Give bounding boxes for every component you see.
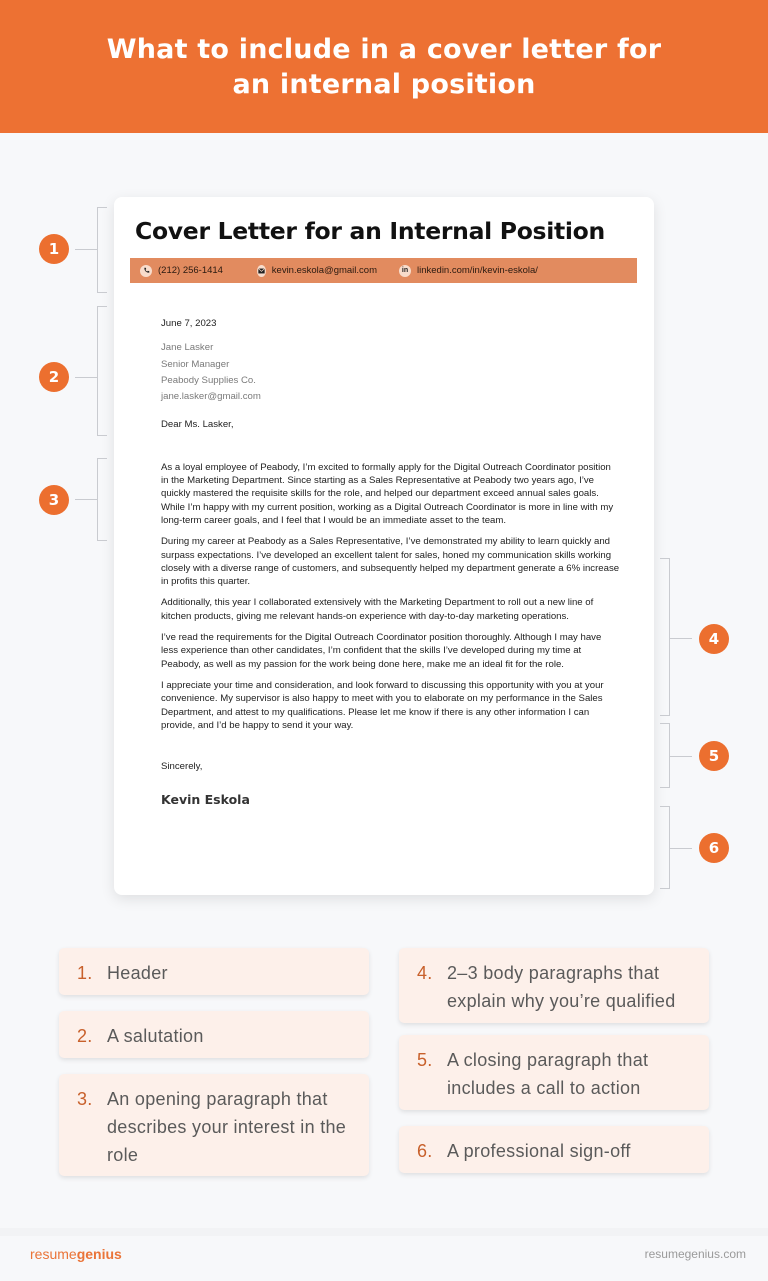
legend-text: An opening paragraph that describes your interest in the role xyxy=(107,1089,347,1165)
phone-text: (212) 256-1414 xyxy=(158,265,223,276)
connector-line xyxy=(75,249,97,250)
legend-text: 2–3 body paragraphs that explain why you’re qualified xyxy=(447,963,676,1011)
email-text: kevin.eskola@gmail.com xyxy=(271,265,377,276)
letter-body xyxy=(161,317,621,807)
recipient-block xyxy=(161,340,621,405)
letter-title: Cover Letter for an Internal Position xyxy=(135,217,605,245)
footer-divider xyxy=(0,1228,768,1236)
connector-line xyxy=(670,848,692,849)
body-paragraph: Additionally, this year I collaborated extensively with the Marketing Department to roll out a new line of kitchen products, giving me relevant hands-on experience with day-to-day marketing operations. xyxy=(161,597,594,622)
legend-number: 2. xyxy=(77,1026,93,1046)
bracket-closing xyxy=(660,723,670,788)
marker-4: 4 xyxy=(699,624,729,654)
legend-card-1 xyxy=(59,948,369,995)
bracket-header xyxy=(97,207,107,293)
legend-card-4 xyxy=(399,948,709,1023)
bracket-body xyxy=(660,558,670,716)
legend-card-5 xyxy=(399,1035,709,1110)
title-banner xyxy=(0,0,768,133)
logo-light: resume xyxy=(30,1246,77,1262)
bracket-signoff xyxy=(660,806,670,889)
connector-line xyxy=(75,377,97,378)
connector-line xyxy=(670,756,692,757)
recipient-company: Peabody Supplies Co. xyxy=(161,374,256,386)
legend-card-3 xyxy=(59,1074,369,1176)
linkedin-icon: in xyxy=(399,265,411,277)
page-title: What to include in a cover letter for an internal position xyxy=(106,33,662,100)
envelope-icon xyxy=(257,265,266,277)
contact-linkedin xyxy=(399,265,538,277)
marker-1: 1 xyxy=(39,234,69,264)
recipient-title: Senior Manager xyxy=(161,358,230,370)
legend-text: Header xyxy=(107,963,168,983)
cover-letter-sample xyxy=(114,197,654,895)
recipient-email: jane.lasker@gmail.com xyxy=(161,391,261,403)
signature: Kevin Eskola xyxy=(161,792,250,808)
legend-card-2 xyxy=(59,1011,369,1058)
letter-date: June 7, 2023 xyxy=(161,318,217,329)
logo-bold: genius xyxy=(76,1246,122,1262)
contact-bar xyxy=(130,258,637,283)
bracket-salutation xyxy=(97,306,107,436)
opening-paragraph: As a loyal employee of Peabody, I’m excited to formally apply for the Digital Outreach Coordinator position in the Marketing Department. Since starting as a Sales Representative at Peabody two years ago, I’ve quickly mastered the requisite skills for the role, and helped our department exceed annual sales goals. While I’m happy with my current position, working as a Digital Outreach Coordinator is more in line with my long-term career goals, and I feel that I would be an immediate asset to the team. xyxy=(161,461,614,526)
contact-phone xyxy=(140,265,235,277)
closing-paragraph: I appreciate your time and consideration, and look forward to discussing this opportunity with you at your convenience. My supervisor is also happy to meet with you to elaborate on my performance in the Sales Department, and attest to my qualifications. Please let me know if there is any other information I can provide, and I’d be happy to send it your way. xyxy=(161,679,604,731)
legend-number: 1. xyxy=(77,963,93,983)
body-paragraph: During my career at Peabody as a Sales Representative, I’ve demonstrated my ability to learn quickly and surpass expectations. I’ve developed an excellent talent for sales, honed my communication skills working closely with a diverse range of customers, and subsequently helped my department generate a 6% increase in profits this quarter. xyxy=(161,536,620,588)
connector-line xyxy=(75,499,97,500)
legend-number: 3. xyxy=(77,1089,93,1109)
legend-text: A professional sign-off xyxy=(447,1141,631,1161)
marker-3: 3 xyxy=(39,485,69,515)
salutation: Dear Ms. Lasker, xyxy=(161,419,234,431)
phone-icon xyxy=(140,265,152,277)
legend-number: 4. xyxy=(417,963,433,983)
marker-6: 6 xyxy=(699,833,729,863)
legend-text: A salutation xyxy=(107,1026,204,1046)
legend-number: 6. xyxy=(417,1141,433,1161)
body-paragraph: I’ve read the requirements for the Digital Outreach Coordinator position thoroughly. Although I may have less experience than other candidates, I’m confident that the skills I’ve developed during my time at Peabody, as well as my passion for the work being done here, make me an ideal fit for the role. xyxy=(161,632,602,670)
legend-card-6 xyxy=(399,1126,709,1173)
contact-email xyxy=(257,265,377,277)
closing-line: Sincerely, xyxy=(161,761,203,773)
marker-2: 2 xyxy=(39,362,69,392)
connector-line xyxy=(670,638,692,639)
footer-url[interactable]: resumegenius.com xyxy=(644,1247,746,1261)
legend-text: A closing paragraph that includes a call to action xyxy=(447,1050,649,1098)
marker-5: 5 xyxy=(699,741,729,771)
brand-logo[interactable] xyxy=(30,1246,122,1262)
linkedin-text: linkedin.com/in/kevin-eskola/ xyxy=(417,265,538,276)
recipient-name: Jane Lasker xyxy=(161,342,214,354)
bracket-opening xyxy=(97,458,107,541)
legend-number: 5. xyxy=(417,1050,433,1070)
